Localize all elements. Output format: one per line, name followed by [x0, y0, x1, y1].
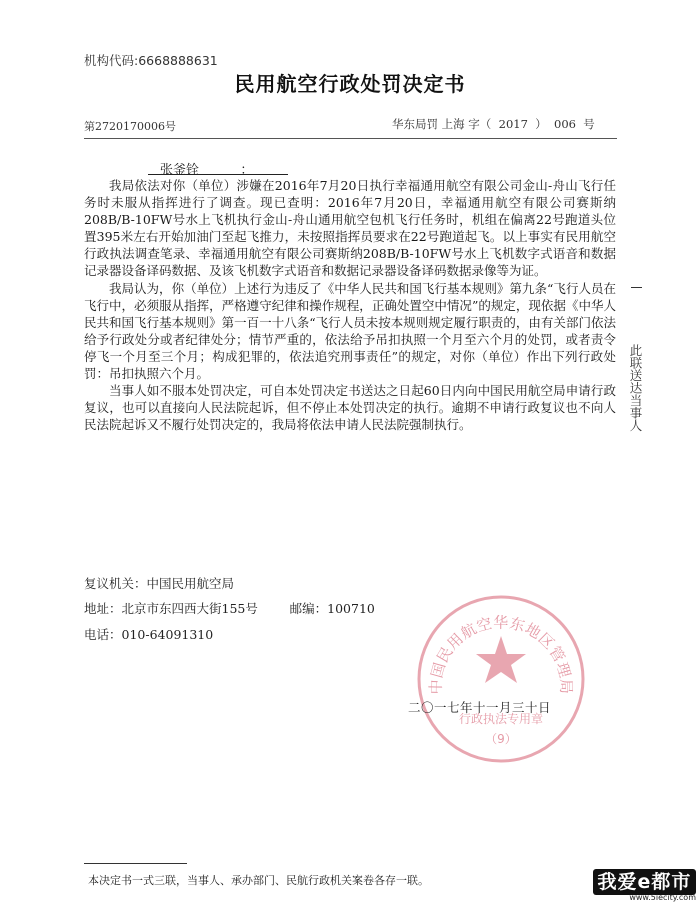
seal-text: 中国民用航空华东地区管理局 [426, 613, 576, 695]
reference-number: 华东局罚 上海 字（ 2017 ） 006 号 [392, 117, 595, 131]
recipient-name: 张釜铨 ： [160, 163, 254, 178]
document-number: 第2720170006号 [84, 120, 176, 133]
decision-body [84, 177, 616, 433]
address-line: 地址：北京市东四西大街155号 邮编：100710 [84, 601, 375, 616]
side-dash [631, 287, 642, 288]
side-note: 此联送达当事人 [628, 344, 643, 432]
phone-line: 电话：010-64091310 [84, 627, 214, 642]
seal-subtext: 行政执法专用章 [458, 712, 544, 726]
footnote-divider [84, 863, 187, 864]
watermark-url: www.5iecity.com [629, 893, 696, 902]
issue-date: 二〇一七年十一月三十日 [408, 700, 552, 715]
official-seal [410, 588, 592, 770]
paragraph-ruling: 我局认为，你（单位）上述行为违反了《中华人民共和国飞行基本规则》第九条“飞行人员在飞行中，必须服从指挥，严格遵守纪律和操作规程，正确处置空中情况”的规定，现依据《中华人民共和国飞行基本规则》第一百一十八条“飞行人员未按本规则规定履行职责的，由有关部门依法给予行政处分或者纪律处分；情节严重的，依法给予吊扣执照一个月至六个月的处罚，或者责令停飞一个月至三个月；构成犯罪的，依法追究刑事责任”的规定，对你（单位）作出下列行政处罚：吊扣执照六个月。 [84, 280, 616, 382]
recipient-underline [148, 174, 288, 175]
review-org: 复议机关：中国民用航空局 [84, 576, 235, 591]
org-code: 机构代码:6668888631 [84, 53, 218, 68]
watermark-logo: 我爱e都市 [593, 869, 696, 895]
header-divider [84, 138, 617, 139]
document-title: 民用航空行政处罚决定书 [234, 72, 466, 96]
site-watermark [593, 869, 696, 903]
footnote: 本决定书一式三联，当事人、承办部门、民航行政机关案卷各存一联。 [88, 874, 429, 887]
star-icon [476, 636, 526, 683]
paragraph-facts: 我局依法对你（单位）涉嫌在2016年7月20日执行幸福通用航空有限公司金山-舟山飞行任务时未服从指挥进行了调查。现已查明：2016年7月20日，幸福通用航空有限公司赛斯纳208B/B-10FW号水上飞机执行金山-舟山通用航空包机飞行任务时，机组在偏离22号跑道头位置395米左右开始加油门至起飞推力，未按照指挥员要求在22号跑道起飞。以上事实有民用航空行政执法调查笔录、幸福通用航空有限公司赛斯纳208B/B-10FW号水上飞机数字式语音和数据记录器设备译码数据、及该飞机数字式语音和数据记录器设备译码数据录像等为证。 [84, 178, 616, 279]
seal-number: （9） [485, 732, 517, 746]
paragraph-appeal: 当事人如不服本处罚决定，可自本处罚决定书送达之日起60日内向中国民用航空局申请行政复议，也可以直接向人民法院起诉，但不停止本处罚决定的执行。逾期不申请行政复议也不向人民法院起诉又不履行处罚决定的，我局将依法申请人民法院强制执行。 [84, 383, 616, 433]
